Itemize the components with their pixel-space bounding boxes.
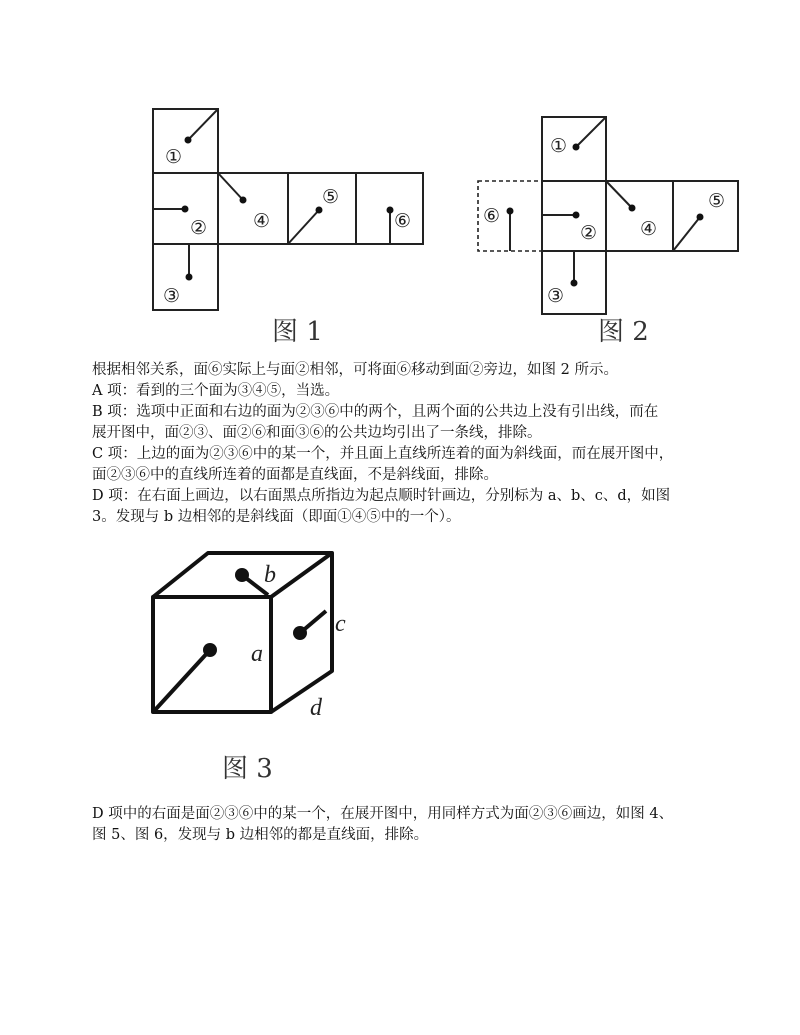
explanation-line: C 项：上边的面为②③⑥中的某一个，并且面上直线所连着的面为斜线面，而在展开图中， [92,446,674,462]
explanation-paragraph [92,360,732,528]
conclusion-line: D 项中的右面是面②③⑥中的某一个，在展开图中，用同样方式为面②③⑥画边，如图 4、 [92,806,674,822]
face-5-square [673,181,738,251]
face-4-label: ④ [253,210,271,232]
figure-1-caption: 图 1 [272,317,323,345]
figure-1 [140,100,440,345]
face-4-label: ④ [640,218,658,240]
explanation-line: 3。发现与 b 边相邻的是斜线面（即面①④⑤中的一个）。 [92,509,461,525]
face-6-label: ⑥ [394,210,412,232]
face-1-label: ① [550,135,568,157]
face-2-label: ② [580,222,598,244]
explanation-line: A 项：看到的三个面为③④⑤，当选。 [92,383,340,399]
explanation-line: 根据相邻关系，面⑥实际上与面②相邻，可将面⑥移动到面②旁边，如图 2 所示。 [92,362,618,378]
face-2-label: ② [190,217,208,239]
figure-3 [140,545,370,785]
explanation-line: D 项：在右面上画边，以右面黑点所指边为起点顺时针画边，分别标为 a、b、c、d，如图 [92,488,671,504]
conclusion-paragraph [92,804,732,846]
edge-label-a: a [251,641,263,667]
face-5-label: ⑤ [322,186,340,208]
face-3-label: ③ [163,285,181,307]
face-1-label: ① [165,146,183,168]
figure-2-net [468,104,748,349]
face-6-label: ⑥ [483,205,501,227]
edge-label-d: d [310,695,322,721]
face-5-label: ⑤ [708,190,726,212]
figure-3-caption: 图 3 [222,754,273,784]
face-3-label: ③ [547,285,565,307]
edge-label-b: b [264,562,276,588]
figure-3-cube [140,545,370,785]
figure-2 [468,104,748,349]
conclusion-line: 图 5、图 6，发现与 b 边相邻的都是直线面，排除。 [92,827,429,843]
edge-label-c: c [335,611,346,637]
explanation-line: 面②③⑥中的直线所连着的面都是直线面，不是斜线面，排除。 [92,467,498,483]
explanation-line: B 项：选项中正面和右边的面为②③⑥中的两个，且两个面的公共边上没有引出线，而在 [92,404,659,420]
figure-2-caption: 图 2 [598,317,649,347]
figure-1-net [140,100,440,345]
explanation-line: 展开图中，面②③、面②⑥和面③⑥的公共边均引出了一条线，排除。 [92,425,542,441]
